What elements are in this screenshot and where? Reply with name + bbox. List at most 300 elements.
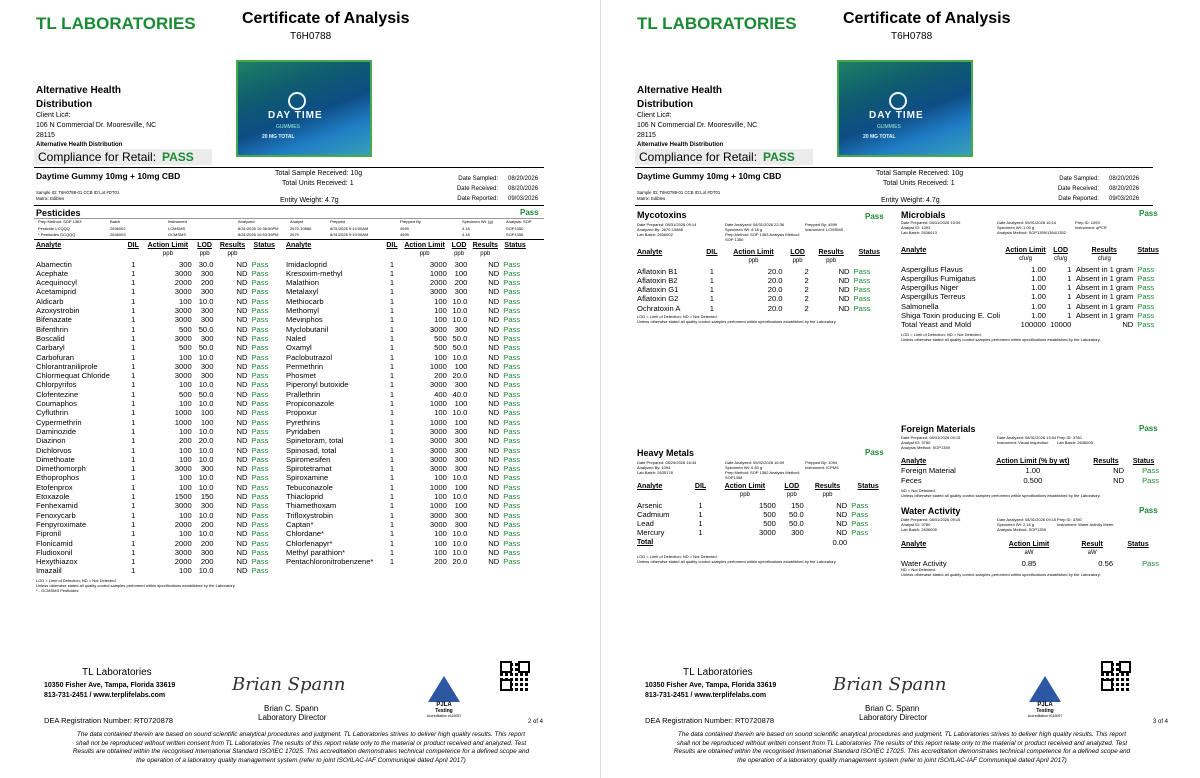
lod-cell: 50.0 xyxy=(198,389,214,399)
lod-cell: 300 xyxy=(200,464,214,474)
status-cell: Pass xyxy=(503,324,521,334)
table-row xyxy=(34,455,279,464)
limit-cell: 1500 xyxy=(174,492,192,502)
meta-field: Instrument: Water Activity Meter xyxy=(1057,522,1114,527)
dil-cell: 1 xyxy=(389,473,395,483)
status-cell: Pass xyxy=(251,529,269,539)
unit-cell: ppb xyxy=(748,258,759,265)
result-cell: ND xyxy=(836,528,848,538)
mycotoxins-table xyxy=(635,248,887,313)
result-cell: ND xyxy=(236,371,248,381)
footer-address: 10350 Fisher Ave, Tampa, Florida 33619 xyxy=(44,682,176,689)
dil-cell: 1 xyxy=(389,315,395,325)
column-header: Results xyxy=(1093,458,1119,465)
status-cell: Pass xyxy=(503,492,521,502)
water-table xyxy=(899,540,1161,568)
matrix: Matrix: Edibles xyxy=(36,196,65,201)
table-row xyxy=(284,427,529,436)
footer-phone: 813-731-2451 / www.terplifelabs.com xyxy=(645,692,767,699)
status-cell: Pass xyxy=(1137,283,1155,293)
column-header: Status xyxy=(1132,458,1155,465)
limit-cell: 1500 xyxy=(758,500,776,510)
column-header: Results xyxy=(818,249,844,256)
table-row xyxy=(635,519,887,528)
limit-cell: 20.0 xyxy=(767,294,783,304)
note-line: Unless otherwise stated all quality control samples performed within specifications established by the Laboratory. xyxy=(901,493,1101,498)
footer-lab: TL Laboratories xyxy=(683,667,753,678)
meta-field: 8/31/2026 9:19:00AM xyxy=(330,232,369,238)
analyte-cell: Boscalid xyxy=(36,333,65,343)
mycotoxins-meta xyxy=(637,222,887,242)
table-cell xyxy=(778,538,806,547)
table-row xyxy=(284,334,529,343)
limit-cell: 3000 xyxy=(174,315,192,325)
table-row xyxy=(34,260,279,269)
table-row xyxy=(284,371,529,380)
result-cell: ND xyxy=(836,509,848,519)
lod-cell: 10.0 xyxy=(452,492,468,502)
analyte-cell: Ochratoxin A xyxy=(637,303,681,313)
table-row xyxy=(635,528,887,537)
table-row xyxy=(284,483,529,492)
pesticides-table-left xyxy=(34,241,279,576)
table-row xyxy=(34,306,279,315)
dil-cell: 1 xyxy=(131,389,136,399)
analyte-cell: Aflatoxin G2 xyxy=(637,294,679,304)
entity-weight: Entity Weight: 4.7g xyxy=(280,197,339,204)
result-cell: ND xyxy=(488,371,500,381)
meta-field: 2636002 xyxy=(110,225,126,231)
units-row xyxy=(635,491,887,500)
table-row xyxy=(284,287,529,296)
analyte-cell: Spiroxamine xyxy=(286,473,329,483)
column-header: Results xyxy=(219,242,246,249)
analyte-cell: Trifloxystrobin xyxy=(286,510,333,520)
result-cell: ND xyxy=(236,473,248,483)
analyte-cell: Coumaphos xyxy=(36,399,77,409)
table-row xyxy=(34,315,279,324)
result-cell: ND xyxy=(1113,466,1125,476)
limit-cell: 3000 xyxy=(429,454,447,464)
result-cell: ND xyxy=(236,315,248,325)
dil-cell: 1 xyxy=(389,333,395,343)
total-value: 0.00 xyxy=(832,537,848,547)
analyte-cell: Spinosad, total xyxy=(286,445,337,455)
analyte-cell: Methomyl xyxy=(286,306,319,316)
result-cell: ND xyxy=(236,557,248,567)
status-cell: Pass xyxy=(251,510,269,520)
status-cell: Pass xyxy=(503,501,521,511)
heavy-metals-title: Heavy Metals xyxy=(637,448,695,458)
analyte-cell: Kresoxim-methyl xyxy=(286,268,343,278)
lod-cell: 50.0 xyxy=(788,519,804,529)
qr-code-icon xyxy=(1101,661,1131,691)
limit-cell: 100 xyxy=(434,306,447,316)
total-row xyxy=(635,538,887,547)
table-row xyxy=(34,408,279,417)
result-cell: Absent in 1 gram xyxy=(1075,264,1134,274)
pesticides-title: Pesticides xyxy=(36,208,81,218)
table-header xyxy=(635,482,887,491)
analyte-cell: Cadmium xyxy=(637,509,670,519)
result-cell: ND xyxy=(488,529,500,539)
table-row xyxy=(899,292,1161,301)
status-cell: Pass xyxy=(251,361,269,371)
result-cell: ND xyxy=(488,399,500,409)
analyte-cell: Spirotetramat xyxy=(286,464,332,474)
result-cell: ND xyxy=(236,278,248,288)
analyte-cell: Metalaxyl xyxy=(286,287,319,297)
meta-field: 2636003 xyxy=(110,232,126,238)
dil-cell: 1 xyxy=(131,399,136,409)
result-cell: ND xyxy=(838,294,850,304)
table-row xyxy=(284,418,529,427)
heavy-metals-table xyxy=(635,482,887,547)
table-row xyxy=(284,260,529,269)
client-zip: 28115 xyxy=(36,132,55,139)
meta-field: LCMSMS xyxy=(168,225,186,231)
result-cell: Absent in 1 gram xyxy=(1075,301,1134,311)
status-cell: Pass xyxy=(251,547,269,557)
dil-cell: 1 xyxy=(131,278,136,288)
lod-cell: 50.0 xyxy=(788,509,804,519)
microbials-meta xyxy=(901,220,1153,235)
meta-field: 2670 xyxy=(290,232,299,238)
table-row xyxy=(284,455,529,464)
lod-cell: 10.0 xyxy=(198,352,214,362)
result-cell: ND xyxy=(236,399,248,409)
column-header: Analyte xyxy=(901,541,927,548)
unit-cell: ppb xyxy=(786,492,797,499)
status-cell: Pass xyxy=(503,380,521,390)
units-row xyxy=(34,250,279,259)
table-row xyxy=(34,483,279,492)
table-row xyxy=(34,390,279,399)
mycotoxins-status: Pass xyxy=(865,212,884,221)
unit-cell: aW xyxy=(1024,550,1034,557)
limit-cell: 100 xyxy=(179,426,192,436)
meta-field: Prep Method: SOP 1363 Analysis Method: SOP 1350 xyxy=(725,232,800,242)
lod-cell: 300 xyxy=(200,315,214,325)
status-cell: Pass xyxy=(251,315,269,325)
meta-field: SOP1350 xyxy=(506,225,524,231)
lod-cell: 10.0 xyxy=(198,380,214,390)
unit-cell xyxy=(1135,255,1161,264)
meta-field: Analyst ID: 3780 xyxy=(901,440,931,445)
result-cell: ND xyxy=(1113,475,1125,485)
director-title: Laboratory Director xyxy=(258,713,327,722)
mycotoxins-title: Mycotoxins xyxy=(637,210,687,220)
dil-cell: 1 xyxy=(131,352,136,362)
result-cell: ND xyxy=(488,352,500,362)
result-cell: ND xyxy=(488,296,500,306)
column-header: Analyte xyxy=(637,483,663,490)
analyte-cell: Myclobutanil xyxy=(286,324,329,334)
analyte-cell: Piperonyl butoxide xyxy=(286,380,349,390)
pjla-logo-icon: PJLA Testing Accreditation #116057 xyxy=(1025,676,1065,718)
dil-cell: 1 xyxy=(389,426,395,436)
limit-cell: 3000 xyxy=(429,380,447,390)
table-row xyxy=(284,511,529,520)
status-cell: Pass xyxy=(251,492,269,502)
status-cell: Pass xyxy=(251,482,269,492)
table-row xyxy=(284,325,529,334)
table-row xyxy=(899,302,1161,311)
result-cell: ND xyxy=(836,500,848,510)
status-cell: Pass xyxy=(251,343,269,353)
analyte-cell: Imazalil xyxy=(36,566,62,576)
dil-cell: 1 xyxy=(131,566,136,576)
meta-field: Instrument xyxy=(168,219,187,224)
microbials-table xyxy=(899,246,1161,330)
limit-cell: 100 xyxy=(179,566,192,576)
unit-cell xyxy=(124,250,142,259)
meta-field: Date Prepared: 08/29/2026 16:34 xyxy=(637,460,697,465)
meta-field: Prep ID: 3780 xyxy=(1057,517,1082,522)
table-row xyxy=(635,285,887,294)
note-line: LOD = Limit of Detection; ND = Not Detected. xyxy=(901,332,982,337)
column-header: Analyte xyxy=(901,458,927,465)
status-cell: Pass xyxy=(1137,320,1155,330)
meta-field: Batch xyxy=(110,219,121,224)
table-cell xyxy=(712,538,778,547)
result-cell: ND xyxy=(236,510,248,520)
table-row xyxy=(34,269,279,278)
lod-cell: 2 xyxy=(804,303,809,313)
column-header: Status xyxy=(857,483,879,490)
result-cell: ND xyxy=(1122,320,1134,330)
dil-cell: 1 xyxy=(389,324,395,334)
status-cell: Pass xyxy=(503,482,521,492)
limit-cell: 100 xyxy=(179,380,192,390)
dil-cell: 1 xyxy=(389,445,395,455)
unit-cell: ppb xyxy=(454,251,465,258)
analyte-cell: Chlorpyrifos xyxy=(36,380,77,390)
limit-cell: 100 xyxy=(434,296,447,306)
unit-cell xyxy=(384,250,401,259)
units-received: Total Units Received: 1 xyxy=(883,180,955,187)
result-cell: ND xyxy=(488,408,500,418)
column-header: Action Limit xyxy=(724,483,766,490)
meta-field: Date Analyzed: 08/31/2026 22:36 xyxy=(725,222,785,227)
limit-cell: 2000 xyxy=(174,557,192,567)
client-name-2: Distribution xyxy=(36,99,93,110)
table-row xyxy=(284,353,529,362)
analyte-cell: Dimethomorph xyxy=(36,464,86,474)
analyte-cell: Aspergillus Niger xyxy=(901,283,959,293)
result-cell: ND xyxy=(488,259,500,269)
meta-field: Analyst ID: 1093 xyxy=(901,225,931,230)
note-line: ND = Not Detected. xyxy=(901,567,936,572)
analyte-cell: Fipronil xyxy=(36,529,61,539)
unit-cell xyxy=(249,250,279,259)
limit-cell: 1.00 xyxy=(1031,264,1046,274)
lod-cell: 300 xyxy=(200,501,214,511)
lod-cell: 300 xyxy=(454,324,468,334)
meta-field: Instrument: LCMSMS xyxy=(805,227,844,232)
meta-field: 8/31/2026 10:53:39PM xyxy=(238,232,279,238)
lod-cell: 10000 xyxy=(1050,320,1072,330)
lod-cell: 10.0 xyxy=(198,473,214,483)
result-cell: ND xyxy=(488,436,500,446)
limit-cell: 200 xyxy=(434,371,447,381)
unit-cell xyxy=(689,491,712,500)
table-cell xyxy=(689,538,712,547)
lod-cell: 100 xyxy=(454,501,468,511)
lod-cell: 1 xyxy=(1067,292,1072,302)
table-row xyxy=(34,511,279,520)
meta-field: * Pesticides GCQQQ xyxy=(38,232,76,238)
photo-mg: 20 MG TOTAL xyxy=(262,134,295,140)
photo-title: DAY TIME xyxy=(268,110,323,121)
dil-cell: 1 xyxy=(389,529,395,539)
result-cell: ND xyxy=(488,519,500,529)
status-cell: Pass xyxy=(503,417,521,427)
dil-cell: 1 xyxy=(389,436,395,446)
limit-cell: 0.85 xyxy=(1021,558,1037,568)
dil-cell: 1 xyxy=(389,268,395,278)
limit-cell: 2000 xyxy=(429,278,447,288)
table-row xyxy=(34,539,279,548)
dil-cell: 1 xyxy=(131,343,136,353)
note-line: * - GCMSMS Pesticides xyxy=(36,588,79,593)
table-row xyxy=(34,334,279,343)
water-notes xyxy=(901,567,1101,577)
table-row xyxy=(34,362,279,371)
dil-cell: 1 xyxy=(131,445,136,455)
lod-cell: 200 xyxy=(200,557,214,567)
dil-cell: 1 xyxy=(389,492,395,502)
lod-cell: 300 xyxy=(200,333,214,343)
status-cell: Pass xyxy=(503,473,521,483)
limit-cell: 3000 xyxy=(174,333,192,343)
dil-cell: 1 xyxy=(389,399,395,409)
table-row xyxy=(284,473,529,482)
lod-cell: 10.0 xyxy=(452,296,468,306)
limit-cell: 3000 xyxy=(429,259,447,269)
analyte-cell: Dichlorvos xyxy=(36,445,72,455)
note-line: LOD = Limit of Detection; ND = Not Detected. xyxy=(637,314,718,319)
analyte-cell: Daminozide xyxy=(36,426,77,436)
client-name-bold: Alternative Health Distribution xyxy=(36,142,123,148)
dil-cell: 1 xyxy=(131,306,136,316)
analyte-cell: Carbaryl xyxy=(36,343,65,353)
analyte-cell: Pyridaben xyxy=(286,426,321,436)
status-cell: Pass xyxy=(251,380,269,390)
table-header xyxy=(34,241,279,250)
table-row xyxy=(899,320,1161,329)
analyte-cell: Fenhexamid xyxy=(36,501,78,511)
analyte-cell: Aldicarb xyxy=(36,296,64,306)
meta-field: Instrument: qPCR xyxy=(1075,225,1107,230)
analyte-cell: Carbofuran xyxy=(36,352,74,362)
table-row xyxy=(34,418,279,427)
column-header: Status xyxy=(1137,247,1159,254)
status-cell: Pass xyxy=(851,528,869,538)
status-cell: Pass xyxy=(853,294,871,304)
meta-field: Prep Method: SOP 1362 Analysis Method: SOP1358 xyxy=(725,470,800,480)
limit-cell: 100 xyxy=(434,529,447,539)
column-header: DIL xyxy=(386,242,398,249)
lod-cell: 2 xyxy=(804,294,809,304)
analyte-cell: Hexythiazox xyxy=(36,557,78,567)
result-cell: ND xyxy=(488,547,500,557)
table-row xyxy=(284,306,529,315)
status-cell: Pass xyxy=(251,287,269,297)
limit-cell: 3000 xyxy=(174,268,192,278)
result-cell: ND xyxy=(838,285,850,295)
analyte-cell: Fenoxycarb xyxy=(36,510,76,520)
lod-cell: 10.0 xyxy=(452,473,468,483)
result-cell: ND xyxy=(488,557,500,567)
dil-cell: 1 xyxy=(131,501,136,511)
sample-received: Total Sample Received: 10g xyxy=(275,170,363,177)
lod-cell: 40.0 xyxy=(452,389,468,399)
table-row xyxy=(34,436,279,445)
status-cell: Pass xyxy=(503,306,521,316)
limit-cell: 20.0 xyxy=(767,285,783,295)
client-name-1: Alternative Health xyxy=(36,85,122,96)
dil-cell: 1 xyxy=(698,509,703,519)
director-name: Brian C. Spann xyxy=(264,704,319,713)
table-row xyxy=(284,390,529,399)
analyte-cell: Thiamethoxam xyxy=(286,501,337,511)
table-row xyxy=(284,362,529,371)
result-cell: ND xyxy=(236,343,248,353)
result-cell: ND xyxy=(236,296,248,306)
footer-dea: DEA Registration Number: RT0720878 xyxy=(44,716,174,725)
result-cell: ND xyxy=(236,333,248,343)
column-header: LOD xyxy=(790,249,805,256)
unit-cell xyxy=(899,549,989,558)
limit-cell: 100 xyxy=(179,510,192,520)
result-cell: ND xyxy=(236,445,248,455)
result-cell: ND xyxy=(488,278,500,288)
status-cell: Pass xyxy=(251,501,269,511)
limit-cell: 1.00 xyxy=(1031,292,1046,302)
unit-cell: ppb xyxy=(480,251,491,258)
product-photo xyxy=(236,60,372,157)
status-cell: Pass xyxy=(503,426,521,436)
lod-cell: 50.0 xyxy=(452,333,468,343)
status-cell: Pass xyxy=(251,278,269,288)
dil-cell: 1 xyxy=(709,285,714,295)
lod-cell: 10.0 xyxy=(452,315,468,325)
status-cell: Pass xyxy=(503,547,521,557)
meta-field: Instrument: Visual Inspection xyxy=(997,440,1049,445)
result-cell: ND xyxy=(488,333,500,343)
result-cell: Absent in 1 gram xyxy=(1075,311,1134,321)
limit-cell: 100 xyxy=(434,315,447,325)
lod-cell: 50.0 xyxy=(198,343,214,353)
coa-page-2 xyxy=(0,0,598,778)
dil-cell: 1 xyxy=(131,371,136,381)
limit-cell: 100 xyxy=(179,399,192,409)
dil-cell: 1 xyxy=(389,501,395,511)
document-title: Certificate of Analysis xyxy=(242,10,410,27)
table-row xyxy=(635,510,887,519)
lod-cell: 100 xyxy=(454,361,468,371)
analyte-cell: Clofentezine xyxy=(36,389,79,399)
page-number: 3 of 4 xyxy=(1153,719,1169,725)
analyte-cell: Aflatoxin G1 xyxy=(637,285,679,295)
note-line: Unless otherwise stated all quality control samples performed within specifications established by the Laboratory. xyxy=(901,337,1101,342)
note-line: Unless otherwise stated all quality control samples performed within specifications established by the Laboratory. xyxy=(901,572,1101,577)
dil-cell: 1 xyxy=(709,294,714,304)
lod-cell: 300 xyxy=(200,268,214,278)
analyte-cell: Acequinocyl xyxy=(36,278,77,288)
lod-cell: 100 xyxy=(454,399,468,409)
